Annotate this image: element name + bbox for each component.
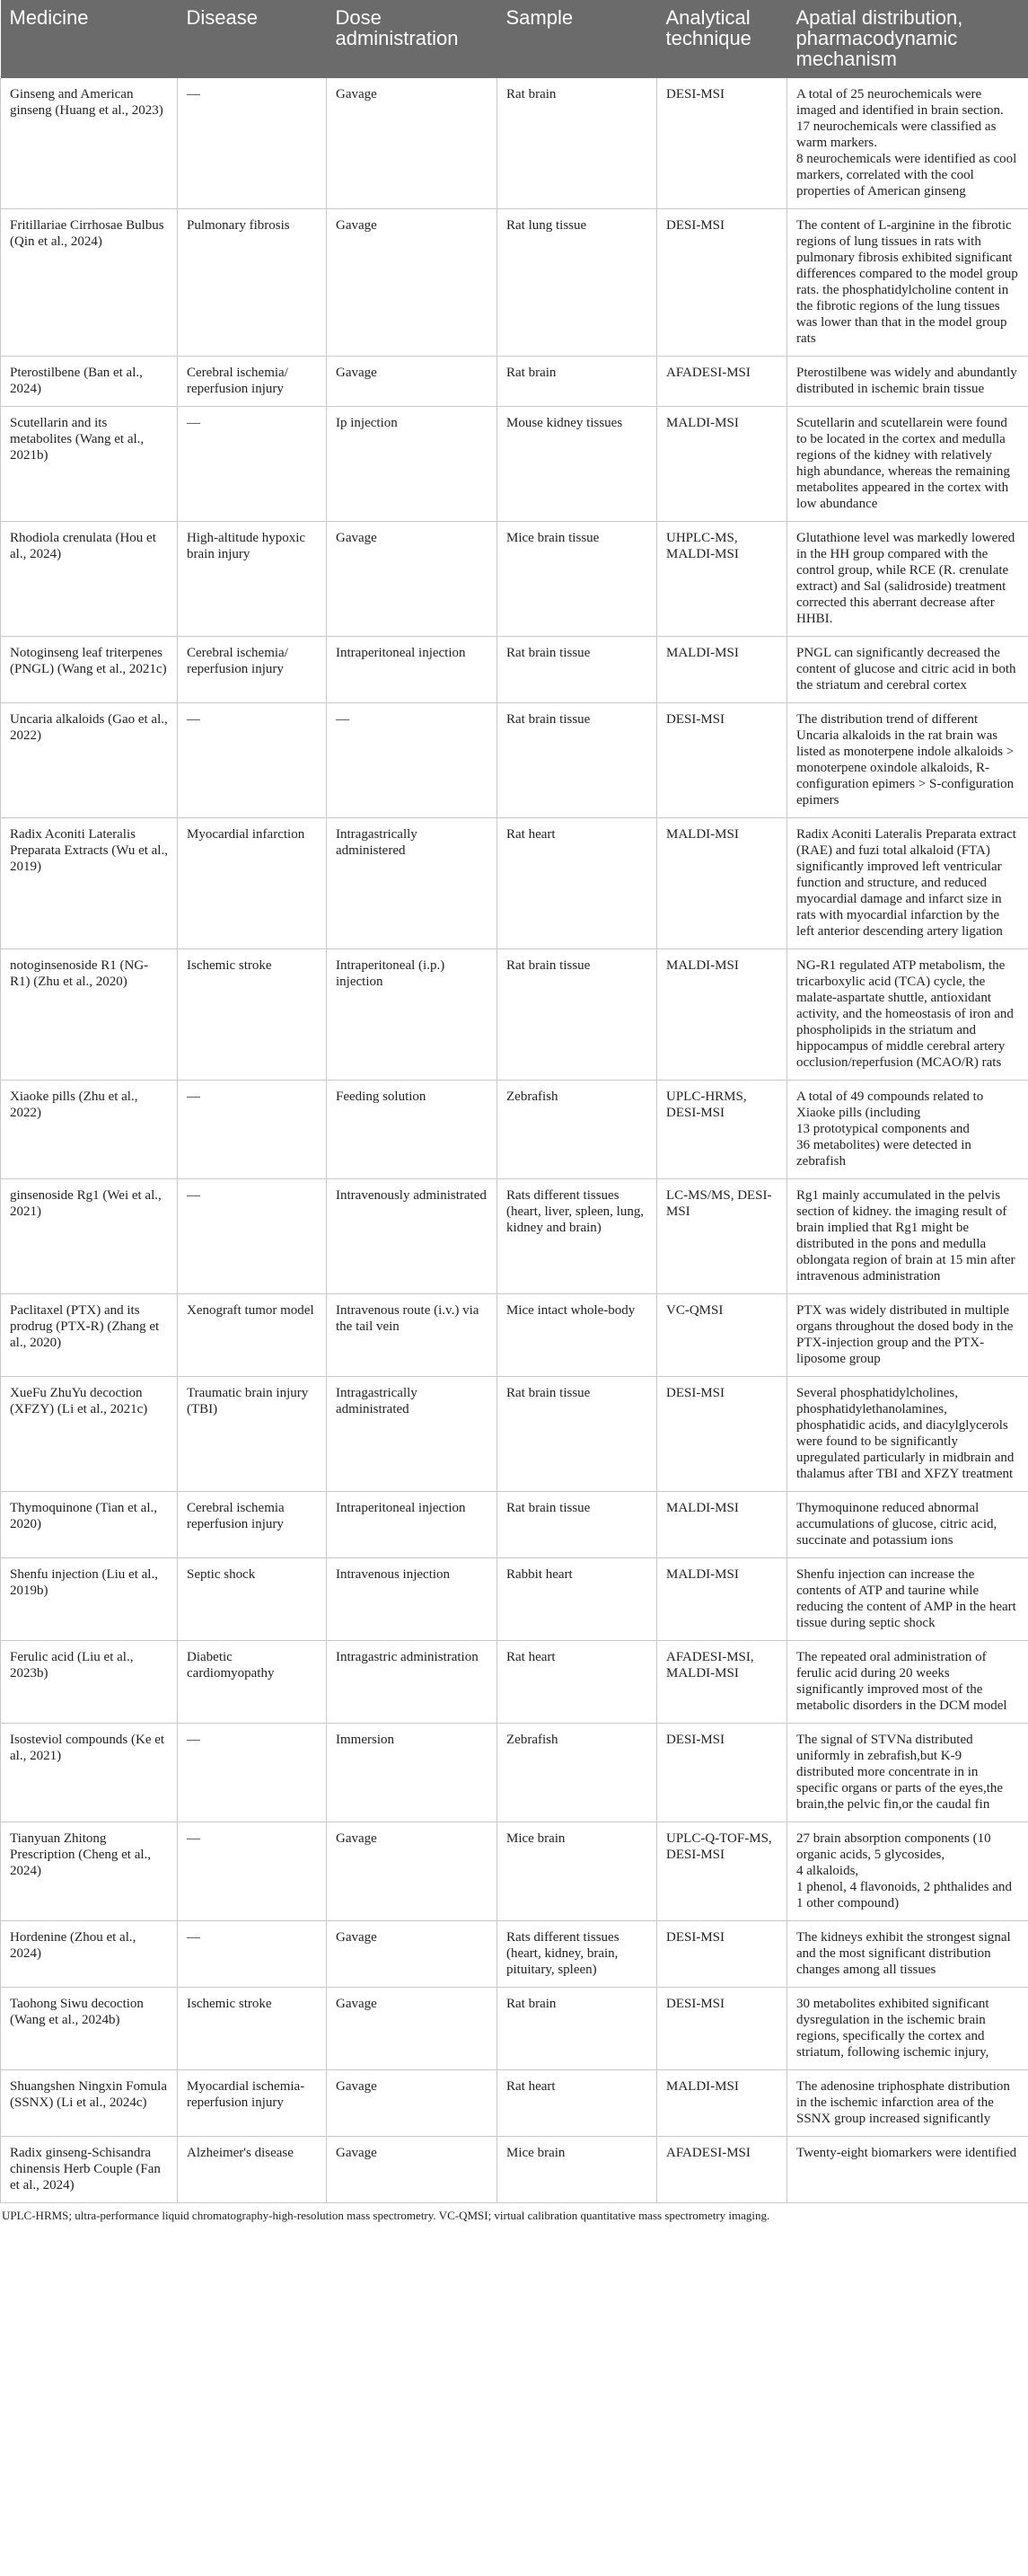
table-row [1,407,1028,522]
cell-distribution-mechanism: Radix Aconiti Lateralis Preparata extract (RAE) and fuzi total alkaloid (FTA) significantly improved left ventricular function and structure, and reduced myocardial damage and infarct size in rats with myocardial infarction by the left anterior descending artery ligation [787,818,1028,949]
cell-dose-administration: Gavage [327,209,497,357]
cell-analytical-technique: MALDI-MSI [657,637,787,703]
table-row [1,1988,1028,2070]
cell-sample: Rat heart [497,818,657,949]
header-analytical-technique: Analytical technique [657,0,787,78]
cell-analytical-technique: DESI-MSI [657,1988,787,2070]
table-row [1,1179,1028,1294]
cell-dose-administration: Intraperitoneal injection [327,1492,497,1558]
cell-medicine: Rhodiola crenulata (Hou et al., 2024) [1,522,178,637]
cell-disease: — [178,1921,327,1988]
cell-medicine: Thymoquinone (Tian et al., 2020) [1,1492,178,1558]
table-row [1,1492,1028,1558]
table-body [1,78,1028,2203]
cell-distribution-mechanism: Glutathione level was markedly lowered in the HH group compared with the control group, while RCE (R. crenulate extract) and Sal (salidroside) treatment corrected this aberrant decrease after HHBI. [787,522,1028,637]
table-row [1,2137,1028,2203]
cell-dose-administration: Intravenous route (i.v.) via the tail vein [327,1294,497,1377]
cell-analytical-technique: MALDI-MSI [657,949,787,1081]
cell-analytical-technique: LC-MS/MS, DESI-MSI [657,1179,787,1294]
cell-distribution-mechanism: PTX was widely distributed in multiple organs throughout the dosed body in the PTX-injection group and the PTX-liposome group [787,1294,1028,1377]
cell-sample: Mice intact whole-body [497,1294,657,1377]
cell-distribution-mechanism: The kidneys exhibit the strongest signal and the most significant distribution changes among all tissues [787,1921,1028,1988]
cell-disease: Traumatic brain injury (TBI) [178,1377,327,1492]
cell-disease: — [178,1724,327,1822]
cell-medicine: Radix ginseng-Schisandra chinensis Herb Couple (Fan et al., 2024) [1,2137,178,2203]
cell-distribution-mechanism: The content of L-arginine in the fibrotic regions of lung tissues in rats with pulmonary fibrosis exhibited significant differences compared to the model group rats. the phosphatidylcholine content in the fibrotic regions of the lung tissues was lower than that in the model group rats [787,209,1028,357]
cell-disease: Diabetic cardiomyopathy [178,1641,327,1724]
cell-disease: Cerebral ischemia/ reperfusion injury [178,637,327,703]
cell-analytical-technique: AFADESI-MSI [657,357,787,407]
cell-medicine: Uncaria alkaloids (Gao et al., 2022) [1,703,178,818]
cell-disease: — [178,78,327,209]
cell-medicine: Isosteviol compounds (Ke et al., 2021) [1,1724,178,1822]
cell-distribution-mechanism: Rg1 mainly accumulated in the pelvis section of kidney. the imaging result of brain implied that Rg1 might be distributed in the pons and medulla oblongata region of brain at 15 min after intravenous administration [787,1179,1028,1294]
cell-distribution-mechanism: The signal of STVNa distributed uniformly in zebrafish,but K-9 distributed more concentrate in in specific organs or parts of the eyes,the brain,the pelvic fin,or the caudal fin [787,1724,1028,1822]
cell-dose-administration: Intragastric administration [327,1641,497,1724]
cell-analytical-technique: DESI-MSI [657,1724,787,1822]
table-footnote: UPLC-HRMS; ultra-performance liquid chromatography-high-resolution mass spectrometry. VC-QMSI; virtual calibration quantitative mass spectrometry imaging. [2,2209,770,2222]
cell-disease: High-altitude hypoxic brain injury [178,522,327,637]
cell-medicine: Taohong Siwu decoction (Wang et al., 2024b) [1,1988,178,2070]
cell-medicine: Shuangshen Ningxin Fomula (SSNX) (Li et al., 2024c) [1,2070,178,2137]
cell-sample: Rat brain [497,357,657,407]
cell-distribution-mechanism: The adenosine triphosphate distribution in the ischemic infarction area of the SSNX group increased significantly [787,2070,1028,2137]
cell-analytical-technique: AFADESI-MSI, MALDI-MSI [657,1641,787,1724]
table-row [1,1921,1028,1988]
cell-medicine: Paclitaxel (PTX) and its prodrug (PTX-R) (Zhang et al., 2020) [1,1294,178,1377]
cell-dose-administration: Intravenously administrated [327,1179,497,1294]
cell-sample: Rats different tissues (heart, liver, spleen, lung, kidney and brain) [497,1179,657,1294]
header-sample: Sample [497,0,657,78]
table-row [1,1822,1028,1921]
cell-analytical-technique: MALDI-MSI [657,2070,787,2137]
table-row [1,1377,1028,1492]
cell-analytical-technique: UHPLC-MS, MALDI-MSI [657,522,787,637]
cell-disease: Myocardial infarction [178,818,327,949]
table-row [1,637,1028,703]
cell-sample: Rat lung tissue [497,209,657,357]
cell-disease: Cerebral ischemia/ reperfusion injury [178,357,327,407]
cell-sample: Rat brain tissue [497,949,657,1081]
cell-distribution-mechanism: PNGL can significantly decreased the content of glucose and citric acid in both the striatum and cerebral cortex [787,637,1028,703]
cell-dose-administration: Gavage [327,1822,497,1921]
header-distribution-mechanism: Apatial distribution, pharmacodynamic mechanism [787,0,1028,78]
header-dose-administration: Dose administration [327,0,497,78]
cell-dose-administration: Intragastrically administered [327,818,497,949]
cell-sample: Mice brain [497,1822,657,1921]
header-medicine: Medicine [1,0,178,78]
cell-sample: Rat brain tissue [497,1377,657,1492]
cell-dose-administration: Intraperitoneal injection [327,637,497,703]
cell-analytical-technique: DESI-MSI [657,1377,787,1492]
table-row [1,1724,1028,1822]
cell-medicine: Shenfu injection (Liu et al., 2019b) [1,1558,178,1641]
cell-dose-administration: Intragastrically administrated [327,1377,497,1492]
cell-sample: Zebrafish [497,1724,657,1822]
cell-dose-administration: Gavage [327,2070,497,2137]
cell-dose-administration: Gavage [327,1988,497,2070]
cell-sample: Mouse kidney tissues [497,407,657,522]
cell-distribution-mechanism: Twenty-eight biomarkers were identified [787,2137,1028,2203]
cell-distribution-mechanism: 27 brain absorption components (10 organic acids, 5 glycosides, 4 alkaloids, 1 phenol, 4 flavonoids, 2 phthalides and 1 other compound) [787,1822,1028,1921]
cell-distribution-mechanism: Shenfu injection can increase the contents of ATP and taurine while reducing the content of AMP in the heart tissue during septic shock [787,1558,1028,1641]
cell-dose-administration: Intraperitoneal (i.p.) injection [327,949,497,1081]
table-row [1,1081,1028,1179]
cell-sample: Rats different tissues (heart, kidney, brain, pituitary, spleen) [497,1921,657,1988]
cell-sample: Rat brain tissue [497,703,657,818]
cell-analytical-technique: UPLC-Q-TOF-MS, DESI-MSI [657,1822,787,1921]
table-row [1,78,1028,209]
header-row [1,0,1028,78]
cell-distribution-mechanism: 30 metabolites exhibited significant dysregulation in the ischemic brain regions, specifically the cortex and striatum, following ischemic injury, [787,1988,1028,2070]
cell-medicine: Pterostilbene (Ban et al., 2024) [1,357,178,407]
cell-distribution-mechanism: The repeated oral administration of ferulic acid during 20 weeks significantly improved most of the metabolic disorders in the DCM model [787,1641,1028,1724]
cell-medicine: Radix Aconiti Lateralis Preparata Extracts (Wu et al., 2019) [1,818,178,949]
cell-dose-administration: Intravenous injection [327,1558,497,1641]
cell-disease: Myocardial ischemia-reperfusion injury [178,2070,327,2137]
table-row [1,703,1028,818]
cell-dose-administration: Gavage [327,78,497,209]
cell-distribution-mechanism: Pterostilbene was widely and abundantly distributed in ischemic brain tissue [787,357,1028,407]
cell-sample: Rabbit heart [497,1558,657,1641]
cell-analytical-technique: MALDI-MSI [657,818,787,949]
cell-analytical-technique: AFADESI-MSI [657,2137,787,2203]
cell-sample: Rat brain tissue [497,1492,657,1558]
table-row [1,357,1028,407]
cell-disease: — [178,1081,327,1179]
cell-dose-administration: Gavage [327,2137,497,2203]
cell-distribution-mechanism: Thymoquinone reduced abnormal accumulations of glucose, citric acid, succinate and potassium ions [787,1492,1028,1558]
cell-disease: Alzheimer's disease [178,2137,327,2203]
cell-distribution-mechanism: Several phosphatidylcholines, phosphatidylethanolamines, phosphatidic acids, and diacylglycerols were found to be significantly upregulated particularly in midbrain and thalamus after TBI and XFZY treatment [787,1377,1028,1492]
cell-dose-administration: Gavage [327,357,497,407]
cell-analytical-technique: DESI-MSI [657,209,787,357]
cell-medicine: ginsenoside Rg1 (Wei et al., 2021) [1,1179,178,1294]
cell-distribution-mechanism: A total of 49 compounds related to Xiaoke pills (including 13 prototypical components and 36 metabolites) were detected in zebrafish [787,1081,1028,1179]
cell-disease: Septic shock [178,1558,327,1641]
cell-medicine: Notoginseng leaf triterpenes (PNGL) (Wang et al., 2021c) [1,637,178,703]
cell-analytical-technique: VC-QMSI [657,1294,787,1377]
cell-disease: Cerebral ischemia reperfusion injury [178,1492,327,1558]
cell-analytical-technique: DESI-MSI [657,78,787,209]
table-row [1,522,1028,637]
cell-medicine: Scutellarin and its metabolites (Wang et al., 2021b) [1,407,178,522]
table-header [1,0,1028,78]
table-row [1,1294,1028,1377]
cell-sample: Rat heart [497,2070,657,2137]
cell-dose-administration: Gavage [327,522,497,637]
cell-sample: Zebrafish [497,1081,657,1179]
cell-distribution-mechanism: A total of 25 neurochemicals were imaged and identified in brain section. 17 neurochemicals were classified as warm markers. 8 neurochemicals were identified as cool markers, correlated with the cool properties of American ginseng [787,78,1028,209]
header-disease: Disease [178,0,327,78]
cell-analytical-technique: MALDI-MSI [657,1492,787,1558]
cell-medicine: notoginsenoside R1 (NG-R1) (Zhu et al., 2020) [1,949,178,1081]
table-row [1,1641,1028,1724]
cell-distribution-mechanism: Scutellarin and scutellarein were found to be located in the cortex and medulla regions of the kidney with relatively high abundance, whereas the remaining metabolites appeared in the cortex with low abundance [787,407,1028,522]
cell-medicine: Xiaoke pills (Zhu et al., 2022) [1,1081,178,1179]
cell-disease: Ischemic stroke [178,1988,327,2070]
cell-sample: Mice brain [497,2137,657,2203]
cell-analytical-technique: DESI-MSI [657,703,787,818]
table-row [1,818,1028,949]
cell-sample: Rat brain [497,78,657,209]
table-row [1,949,1028,1081]
cell-analytical-technique: DESI-MSI [657,1921,787,1988]
cell-distribution-mechanism: The distribution trend of different Uncaria alkaloids in the rat brain was listed as monoterpene indole alkaloids > monoterpene oxindole alkaloids, R-configuration epimers > S-configuration epimers [787,703,1028,818]
cell-dose-administration: Gavage [327,1921,497,1988]
cell-medicine: Ginseng and American ginseng (Huang et al., 2023) [1,78,178,209]
cell-disease: Ischemic stroke [178,949,327,1081]
cell-analytical-technique: MALDI-MSI [657,407,787,522]
cell-sample: Rat heart [497,1641,657,1724]
cell-analytical-technique: UPLC-HRMS, DESI-MSI [657,1081,787,1179]
cell-dose-administration: — [327,703,497,818]
cell-medicine: Tianyuan Zhitong Prescription (Cheng et al., 2024) [1,1822,178,1921]
cell-distribution-mechanism: NG-R1 regulated ATP metabolism, the tricarboxylic acid (TCA) cycle, the malate-aspartate shuttle, antioxidant activity, and the homeostasis of iron and phospholipids in the striatum and hippocampus of middle cerebral artery occlusion/reperfusion (MCAO/R) rats [787,949,1028,1081]
cell-analytical-technique: MALDI-MSI [657,1558,787,1641]
cell-sample: Rat brain [497,1988,657,2070]
table-row [1,2070,1028,2137]
cell-dose-administration: Ip injection [327,407,497,522]
table-row [1,209,1028,357]
table-row [1,1558,1028,1641]
cell-disease: — [178,1179,327,1294]
cell-disease: — [178,407,327,522]
cell-dose-administration: Feeding solution [327,1081,497,1179]
cell-disease: Xenograft tumor model [178,1294,327,1377]
cell-medicine: XueFu ZhuYu decoction (XFZY) (Li et al., 2021c) [1,1377,178,1492]
cell-medicine: Fritillariae Cirrhosae Bulbus (Qin et al., 2024) [1,209,178,357]
cell-disease: Pulmonary fibrosis [178,209,327,357]
cell-sample: Rat brain tissue [497,637,657,703]
cell-sample: Mice brain tissue [497,522,657,637]
cell-disease: — [178,1822,327,1921]
cell-medicine: Ferulic acid (Liu et al., 2023b) [1,1641,178,1724]
cell-disease: — [178,703,327,818]
cell-medicine: Hordenine (Zhou et al., 2024) [1,1921,178,1988]
cell-dose-administration: Immersion [327,1724,497,1822]
